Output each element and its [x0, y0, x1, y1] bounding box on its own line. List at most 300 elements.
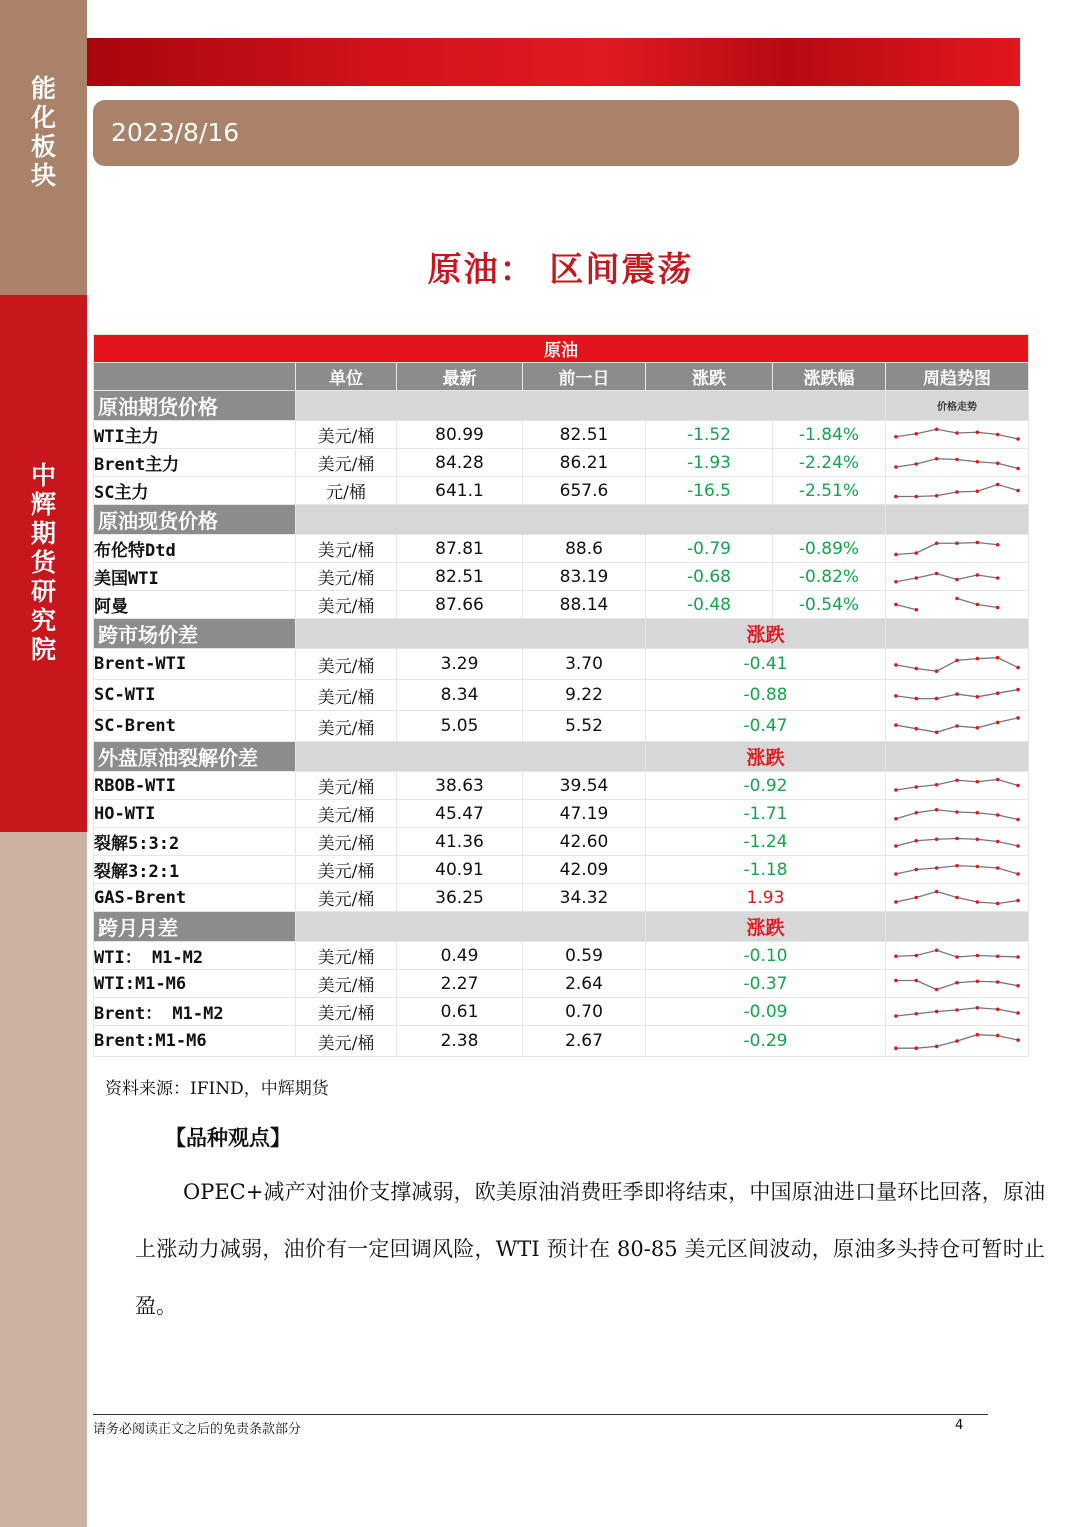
row-latest: 84.28 — [397, 449, 523, 477]
row-change: -1.52 — [646, 421, 773, 449]
row-change: -0.92 — [646, 772, 886, 800]
sparkline-point — [914, 811, 918, 815]
table-row — [94, 449, 1029, 477]
row-change: -1.93 — [646, 449, 773, 477]
table-row — [94, 772, 1029, 800]
row-unit: 美元/桶 — [296, 1026, 397, 1057]
row-prev: 83.19 — [523, 563, 646, 591]
sparkline — [886, 711, 1028, 741]
row-unit: 美元/桶 — [296, 591, 397, 619]
row-pct: -1.84% — [773, 421, 886, 449]
row-trend — [886, 970, 1029, 998]
row-unit: 美元/桶 — [296, 856, 397, 884]
row-unit: 元/桶 — [296, 477, 397, 505]
sparkline — [886, 884, 1028, 911]
table-row — [94, 421, 1029, 449]
row-trend — [886, 421, 1029, 449]
sparkline-point — [914, 667, 918, 671]
row-change: -16.5 — [646, 477, 773, 505]
sparkline-point — [894, 465, 898, 469]
row-trend — [886, 477, 1029, 505]
row-prev: 47.19 — [523, 800, 646, 828]
page-title: 原油： 区间震荡 — [427, 250, 694, 290]
section-fill — [296, 619, 646, 649]
sparkline-point — [996, 813, 1000, 817]
row-unit: 美元/桶 — [296, 884, 397, 912]
section-row — [94, 912, 1029, 942]
sparkline-point — [955, 1039, 959, 1043]
date-bar: 2023/8/16 — [93, 100, 1019, 166]
sparkline-point — [894, 553, 898, 557]
row-prev: 42.09 — [523, 856, 646, 884]
row-prev: 39.54 — [523, 772, 646, 800]
row-pct: -0.89% — [773, 535, 886, 563]
section-row — [94, 742, 1029, 772]
sparkline-point — [976, 979, 980, 983]
sparkline-point — [976, 1006, 980, 1010]
sparkline-point — [996, 1007, 1000, 1011]
section-fill — [296, 505, 886, 535]
sidebar-char: 期 — [30, 519, 56, 548]
sparkline-point — [914, 979, 918, 983]
sidebar-top-block — [0, 0, 87, 295]
row-unit: 美元/桶 — [296, 772, 397, 800]
sparkline — [886, 772, 1028, 799]
section-fill — [886, 912, 1029, 942]
section-label: 原油期货价格 — [94, 391, 296, 421]
table-row — [94, 970, 1029, 998]
sparkline — [886, 998, 1028, 1025]
header-prev: 前一日 — [523, 363, 646, 391]
row-unit: 美元/桶 — [296, 449, 397, 477]
sparkline-point — [955, 864, 959, 868]
section-fill — [296, 742, 646, 772]
header-banner — [87, 38, 1020, 86]
sparkline-point — [996, 691, 1000, 695]
row-name: WTI主力 — [94, 421, 296, 449]
sparkline — [886, 449, 1028, 476]
sidebar-char: 院 — [30, 635, 56, 664]
row-trend — [886, 680, 1029, 711]
sparkline-point — [996, 1034, 1000, 1038]
row-name: 裂解3:2:1 — [94, 856, 296, 884]
row-unit: 美元/桶 — [296, 828, 397, 856]
sparkline-point — [1016, 666, 1020, 670]
row-pct: -2.51% — [773, 477, 886, 505]
sparkline-point — [976, 541, 980, 545]
sparkline-point — [914, 551, 918, 555]
row-trend — [886, 449, 1029, 477]
row-trend — [886, 1026, 1029, 1057]
sparkline-point — [976, 900, 980, 904]
row-name: WTI:M1-M6 — [94, 970, 296, 998]
sidebar-red-block — [0, 295, 87, 832]
sparkline — [886, 563, 1028, 590]
row-latest: 38.63 — [397, 772, 523, 800]
table-row — [94, 856, 1029, 884]
sparkline-point — [894, 979, 898, 983]
table-row — [94, 591, 1029, 619]
row-name: Brent： M1-M2 — [94, 998, 296, 1026]
row-name: GAS-Brent — [94, 884, 296, 912]
page-number: 4 — [955, 1418, 964, 1433]
table-row — [94, 535, 1029, 563]
sparkline-point — [914, 785, 918, 789]
sparkline-point — [894, 788, 898, 792]
section-label: 外盘原油裂解价差 — [94, 742, 296, 772]
sparkline-point — [955, 692, 959, 696]
row-prev: 5.52 — [523, 711, 646, 742]
sparkline-point — [914, 868, 918, 872]
footer-divider — [93, 1414, 988, 1415]
sparkline-point — [935, 541, 939, 545]
row-change: -1.24 — [646, 828, 886, 856]
table-row — [94, 680, 1029, 711]
sidebar-char: 究 — [30, 606, 56, 635]
sparkline-point — [955, 724, 959, 728]
header-latest: 最新 — [397, 363, 523, 391]
row-name: SC主力 — [94, 477, 296, 505]
sparkline-point — [996, 576, 1000, 580]
sparkline-point — [914, 727, 918, 731]
sparkline-point — [1016, 899, 1020, 903]
header-blank — [94, 363, 296, 391]
sparkline-path — [896, 605, 916, 610]
sparkline-point — [914, 1046, 918, 1050]
sparkline-point — [894, 844, 898, 848]
sparkline-point — [1016, 872, 1020, 876]
section-row — [94, 505, 1029, 535]
sparkline-point — [955, 431, 959, 435]
row-pct: -0.82% — [773, 563, 886, 591]
row-name: 裂解5:3:2 — [94, 828, 296, 856]
table-row — [94, 828, 1029, 856]
row-change: 1.93 — [646, 884, 886, 912]
table-row — [94, 884, 1029, 912]
sparkline-path — [896, 543, 998, 555]
sparkline-point — [1016, 437, 1020, 441]
sparkline-point — [935, 697, 939, 701]
row-latest: 40.91 — [397, 856, 523, 884]
row-latest: 87.66 — [397, 591, 523, 619]
table-row — [94, 998, 1029, 1026]
section-row — [94, 619, 1029, 649]
sparkline-point — [935, 866, 939, 870]
row-name: 阿曼 — [94, 591, 296, 619]
table-row — [94, 800, 1029, 828]
sparkline-point — [996, 461, 1000, 465]
sparkline — [886, 535, 1028, 562]
row-prev: 88.6 — [523, 535, 646, 563]
sparkline-point — [955, 659, 959, 663]
row-change: -0.09 — [646, 998, 886, 1026]
sparkline-point — [1016, 688, 1020, 692]
data-source: 资料来源：IFIND，中辉期货 — [105, 1079, 329, 1099]
sparkline-point — [894, 435, 898, 439]
sparkline-point — [914, 608, 918, 612]
sparkline-point — [1016, 818, 1020, 822]
footer-disclaimer: 请务必阅读正文之后的免责条款部分 — [93, 1422, 302, 1437]
section-fill — [886, 619, 1029, 649]
section-change-label: 涨跌 — [646, 742, 886, 772]
row-name: Brent-WTI — [94, 649, 296, 680]
sparkline-point — [894, 663, 898, 667]
sparkline-point — [996, 866, 1000, 870]
sparkline-point — [955, 597, 959, 601]
row-trend — [886, 772, 1029, 800]
row-change: -0.37 — [646, 970, 886, 998]
row-prev: 3.70 — [523, 649, 646, 680]
sparkline-point — [1016, 716, 1020, 720]
sparkline-point — [976, 726, 980, 730]
header-change: 涨跌 — [646, 363, 773, 391]
row-name: RBOB-WTI — [94, 772, 296, 800]
sparkline-point — [914, 462, 918, 466]
crude-oil-table — [93, 334, 1029, 1057]
row-change: -0.10 — [646, 942, 886, 970]
table-row — [94, 942, 1029, 970]
sidebar-char: 化 — [30, 103, 56, 132]
header-pct: 涨跌幅 — [773, 363, 886, 391]
sparkline-point — [976, 460, 980, 464]
sparkline — [886, 828, 1028, 855]
sparkline-point — [894, 872, 898, 876]
row-unit: 美元/桶 — [296, 680, 397, 711]
row-prev: 0.59 — [523, 942, 646, 970]
row-prev: 2.64 — [523, 970, 646, 998]
sparkline-point — [935, 837, 939, 841]
sparkline — [886, 649, 1028, 679]
sparkline-point — [955, 955, 959, 959]
sparkline-point — [996, 656, 1000, 660]
sparkline-point — [935, 1045, 939, 1049]
sparkline-point — [955, 981, 959, 985]
sidebar-char: 板 — [30, 132, 56, 161]
sparkline-point — [955, 541, 959, 545]
row-prev: 82.51 — [523, 421, 646, 449]
sparkline-point — [955, 578, 959, 582]
sparkline-point — [914, 432, 918, 436]
sparkline-point — [894, 603, 898, 607]
row-trend — [886, 535, 1029, 563]
sparkline-point — [976, 430, 980, 434]
row-pct: -0.54% — [773, 591, 886, 619]
sparkline-point — [996, 954, 1000, 958]
sparkline-point — [935, 731, 939, 735]
row-name: 美国WTI — [94, 563, 296, 591]
row-latest: 5.05 — [397, 711, 523, 742]
row-name: WTI： M1-M2 — [94, 942, 296, 970]
row-change: -0.88 — [646, 680, 886, 711]
row-unit: 美元/桶 — [296, 970, 397, 998]
table-row — [94, 563, 1029, 591]
row-latest: 82.51 — [397, 563, 523, 591]
row-name: SC-WTI — [94, 680, 296, 711]
row-unit: 美元/桶 — [296, 563, 397, 591]
row-name: SC-Brent — [94, 711, 296, 742]
row-latest: 2.27 — [397, 970, 523, 998]
row-latest: 41.36 — [397, 828, 523, 856]
sparkline-point — [1016, 955, 1020, 959]
row-trend — [886, 856, 1029, 884]
sparkline — [886, 421, 1028, 448]
sparkline-point — [894, 1014, 898, 1018]
section-row — [94, 391, 1029, 421]
section-label: 原油现货价格 — [94, 505, 296, 535]
sparkline-point — [1016, 1038, 1020, 1042]
sparkline — [886, 1026, 1028, 1056]
sparkline-point — [894, 495, 898, 499]
section-label: 跨月月差 — [94, 912, 296, 942]
row-change: -0.79 — [646, 535, 773, 563]
sidebar-char: 辉 — [30, 490, 56, 519]
sparkline-point — [996, 778, 1000, 782]
sparkline-point — [914, 1012, 918, 1016]
sparkline-point — [894, 1046, 898, 1050]
sparkline-point — [1016, 467, 1020, 471]
sparkline-point — [996, 606, 1000, 610]
sparkline-point — [935, 890, 939, 894]
row-name: Brent:M1-M6 — [94, 1026, 296, 1057]
row-trend — [886, 828, 1029, 856]
sparkline-point — [996, 980, 1000, 984]
sparkline-point — [935, 572, 939, 576]
sparkline-point — [894, 817, 898, 821]
sparkline-point — [955, 837, 959, 841]
sparkline — [886, 800, 1028, 827]
sparkline-path — [896, 574, 998, 582]
sparkline-point — [996, 433, 1000, 437]
row-latest: 0.49 — [397, 942, 523, 970]
section-fill — [296, 391, 886, 421]
row-pct: -2.24% — [773, 449, 886, 477]
sparkline — [886, 477, 1028, 504]
sparkline-point — [935, 808, 939, 812]
sparkline-point — [955, 458, 959, 462]
section-fill — [296, 912, 646, 942]
sparkline-point — [914, 495, 918, 499]
view-title: 【品种观点】 — [165, 1125, 291, 1150]
row-latest: 641.1 — [397, 477, 523, 505]
header-unit: 单位 — [296, 363, 397, 391]
sparkline-point — [914, 896, 918, 900]
sparkline — [886, 680, 1028, 710]
sparkline — [886, 942, 1028, 969]
row-prev: 88.14 — [523, 591, 646, 619]
sparkline-point — [1016, 1011, 1020, 1015]
section-fill — [886, 742, 1029, 772]
sparkline-point — [914, 954, 918, 958]
row-latest: 45.47 — [397, 800, 523, 828]
table-title-row — [94, 335, 1029, 363]
table-title: 原油 — [94, 335, 1029, 363]
sidebar-char: 块 — [30, 161, 56, 190]
row-name: Brent主力 — [94, 449, 296, 477]
section-label: 跨市场价差 — [94, 619, 296, 649]
row-latest: 8.34 — [397, 680, 523, 711]
sparkline-point — [935, 1010, 939, 1014]
sparkline-point — [914, 697, 918, 701]
sparkline-point — [976, 489, 980, 493]
sidebar-char: 中 — [30, 461, 56, 490]
sparkline-point — [914, 839, 918, 843]
sparkline-point — [935, 783, 939, 787]
row-trend — [886, 591, 1029, 619]
sparkline-point — [894, 954, 898, 958]
sidebar-char: 能 — [30, 74, 56, 103]
sparkline-point — [976, 780, 980, 784]
table-row — [94, 1026, 1029, 1057]
institute-label — [0, 461, 87, 664]
table-row — [94, 711, 1029, 742]
sparkline-point — [935, 427, 939, 431]
row-change: -1.71 — [646, 800, 886, 828]
sparkline-point — [935, 948, 939, 952]
sparkline-point — [976, 837, 980, 841]
row-latest: 2.38 — [397, 1026, 523, 1057]
sparkline-point — [955, 896, 959, 900]
row-change: -0.47 — [646, 711, 886, 742]
row-unit: 美元/桶 — [296, 649, 397, 680]
view-paragraph: OPEC+减产对油价支撑减弱，欧美原油消费旺季即将结束，中国原油进口量环比回落，原油上涨动力减弱，油价有一定回调风险，WTI 预计在 80-85 美元区间波动，原油多头持仓可暂时止盈。 — [135, 1180, 1045, 1318]
sparkline-point — [894, 900, 898, 904]
sparkline-point — [894, 694, 898, 698]
sparkline-point — [976, 865, 980, 869]
sidebar-char: 研 — [30, 577, 56, 606]
row-change: -0.41 — [646, 649, 886, 680]
sparkline-point — [935, 494, 939, 498]
sparkline-point — [996, 543, 1000, 547]
sparkline-point — [935, 457, 939, 461]
row-latest: 80.99 — [397, 421, 523, 449]
row-latest: 0.61 — [397, 998, 523, 1026]
row-prev: 34.32 — [523, 884, 646, 912]
sparkline-point — [955, 810, 959, 814]
sparkline-point — [996, 902, 1000, 906]
row-trend — [886, 711, 1029, 742]
row-trend — [886, 998, 1029, 1026]
sparkline-point — [935, 988, 939, 992]
row-latest: 87.81 — [397, 535, 523, 563]
sparkline-point — [976, 657, 980, 661]
sparkline-point — [996, 840, 1000, 844]
sparkline-point — [996, 721, 1000, 725]
sparkline-point — [976, 603, 980, 607]
sparkline-point — [1016, 984, 1020, 988]
row-trend — [886, 942, 1029, 970]
sidebar — [0, 0, 87, 1527]
row-prev: 657.6 — [523, 477, 646, 505]
row-unit: 美元/桶 — [296, 535, 397, 563]
row-unit: 美元/桶 — [296, 800, 397, 828]
sparkline-point — [1016, 844, 1020, 848]
sparkline-point — [914, 576, 918, 580]
row-trend — [886, 649, 1029, 680]
sparkline — [886, 591, 1028, 618]
sparkline-point — [976, 695, 980, 699]
sparkline-point — [996, 483, 1000, 487]
row-prev: 2.67 — [523, 1026, 646, 1057]
sparkline-point — [955, 490, 959, 494]
row-unit: 美元/桶 — [296, 421, 397, 449]
row-unit: 美元/桶 — [296, 711, 397, 742]
row-change: -1.18 — [646, 856, 886, 884]
sidebar-char: 货 — [30, 548, 56, 577]
row-prev: 42.60 — [523, 828, 646, 856]
sparkline-point — [1016, 784, 1020, 788]
sparkline-point — [955, 778, 959, 782]
table-row — [94, 649, 1029, 680]
